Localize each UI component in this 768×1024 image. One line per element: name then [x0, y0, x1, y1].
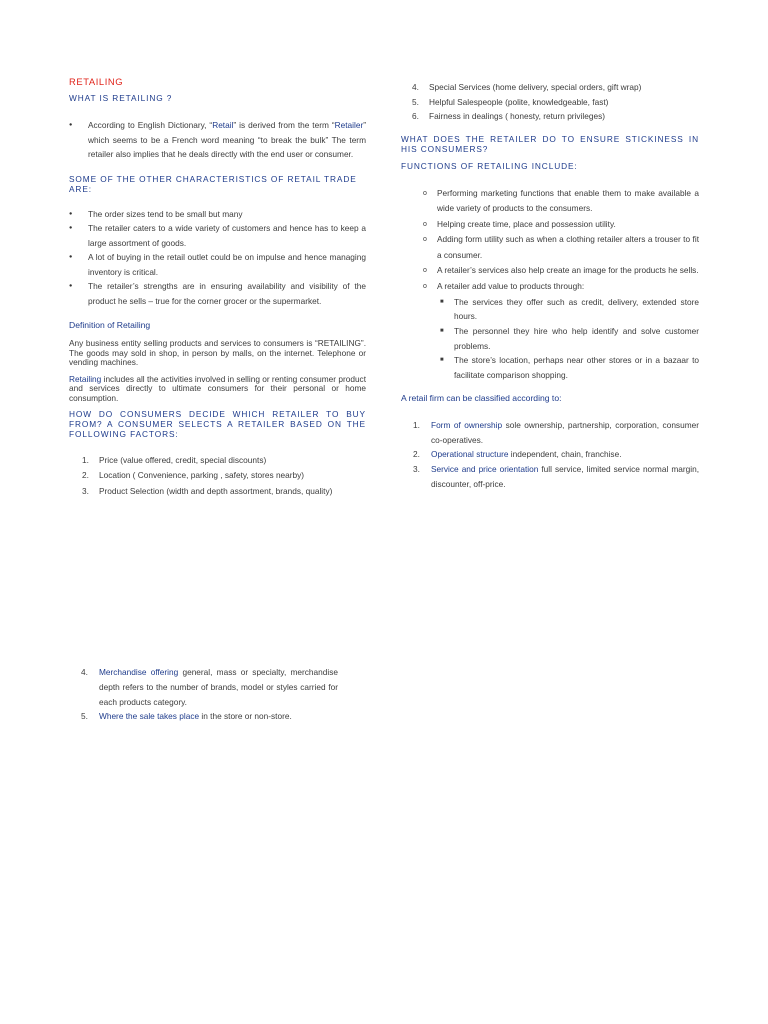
- stickiness-heading: WHAT DOES THE RETAILER DO TO ENSURE STICKINESS IN HIS CONSUMERS?: [401, 133, 699, 154]
- right-column: [401, 80, 699, 492]
- list-item: 1. Form of ownership sole ownership, partnership, corporation, consumer co-operatives.: [413, 419, 699, 445]
- list-item: o Performing marketing functions that enable them to make available a wide variety of products to the consumers.: [423, 187, 699, 214]
- left-column: [69, 76, 366, 499]
- list-item: ■ The services they offer such as credit, delivery, extended store hours.: [440, 296, 699, 322]
- functions-heading: FUNCTIONS OF RETAILING INCLUDE:: [401, 160, 578, 171]
- list-item: ● The retailer’s strengths are in ensuring availability and visibility of the product he sells – true for the corner grocer or the supermarket.: [69, 279, 366, 308]
- retailer-term: Retailer: [334, 120, 364, 130]
- definition-bullet-list: [69, 118, 366, 162]
- list-item: 4. Merchandise offering general, mass or specialty, merchandise depth refers to the number of brands, model or styles carried for each products category.: [81, 667, 338, 707]
- list-item: 5. Helpful Salespeople (polite, knowledgeable, fast): [412, 96, 609, 107]
- list-item: o A retailer’s services also help create an image for the products he sells.: [423, 265, 699, 276]
- left-column-lower: [69, 665, 338, 724]
- consumer-decision-heading: HOW DO CONSUMERS DECIDE WHICH RETAILER TO BUY FROM? A CONSUMER SELECTS A RETAILER BASED ON THE FOLLOWING FACTORS:: [69, 409, 366, 439]
- list-item: ■ The personnel they hire who help identify and solve customer problems.: [440, 326, 699, 351]
- list-item: 5. Where the sale takes place in the store or non-store.: [81, 711, 292, 722]
- classified-heading: A retail firm can be classified according to:: [401, 392, 562, 403]
- characteristics-heading: SOME OF THE OTHER CHARACTERISTICS OF RETAIL TRADE ARE:: [69, 173, 357, 194]
- list-item: 3. Product Selection (width and depth assortment, brands, quality): [82, 485, 333, 496]
- characteristics-list: [69, 207, 366, 309]
- list-item: o Adding form utility such as when a clothing retailer alters a trouser to fit a consumer.: [423, 234, 699, 260]
- list-item: 4. Special Services (home delivery, special orders, gift wrap): [412, 82, 642, 92]
- definition-heading: Definition of Retailing: [69, 320, 151, 330]
- definition-paragraph: Any business entity selling products and services to consumers is “RETAILING”. The goods may sold in shop, in person by malls, on the internet. Telephone or vending machines.: [69, 338, 366, 367]
- list-item: ● The order sizes tend to be small but many: [69, 207, 366, 222]
- list-item: 2. Operational structure independent, chain, franchise.: [413, 449, 622, 460]
- factors-list: [69, 453, 366, 499]
- list-item: ● A lot of buying in the retail outlet could be on impulse and hence managing inventory is critical.: [69, 250, 366, 279]
- list-item: o Helping create time, place and possession utility.: [423, 218, 616, 229]
- classification-list: [401, 418, 699, 492]
- list-item: ● According to English Dictionary, “Retail” is derived from the term “Retailer” which seems to be a French word meaning “to break the bulk” The term retailer also implies that he deals directly with the end user or consumer.: [69, 118, 366, 162]
- functions-list: [401, 186, 699, 383]
- list-item: 3. Service and price orientation full service, limited service normal margin, discounter, off-price.: [413, 464, 700, 490]
- document-title: RETAILING: [69, 76, 124, 87]
- factors-list-right: [399, 80, 699, 124]
- factors-list-continued: [69, 665, 338, 724]
- retailing-paragraph: Retailing includes all the activities involved in selling or renting consumer product and services directly to ultimate consumers for their personal or home consumption.: [69, 373, 367, 403]
- what-is-retailing-heading: WHAT IS RETAILING ?: [69, 93, 173, 103]
- list-item: o A retailer add value to products through: ■ The services they offer such as credit, delivery, extended store hours. ■ The personnel they hire who help identify and solve customer problems. ■ The store’s location, perhaps near other stores or in a bazaar to facilitate comparison shopping.: [401, 279, 699, 383]
- list-item: 1. Price (value offered, credit, special discounts): [82, 455, 267, 465]
- list-item: ● The retailer caters to a wide variety of customers and hence has to keep a large assortment of goods.: [69, 221, 366, 250]
- value-adds-list: [437, 295, 699, 383]
- list-item: 2. Location ( Convenience, parking , safety, stores nearby): [82, 470, 305, 481]
- list-item: ■ The store’s location, perhaps near other stores or in a bazaar to facilitate comparison shopping.: [440, 355, 699, 381]
- list-item: 6. Fairness in dealings ( honesty, return privileges): [412, 111, 606, 121]
- retail-term: Retail: [212, 120, 234, 130]
